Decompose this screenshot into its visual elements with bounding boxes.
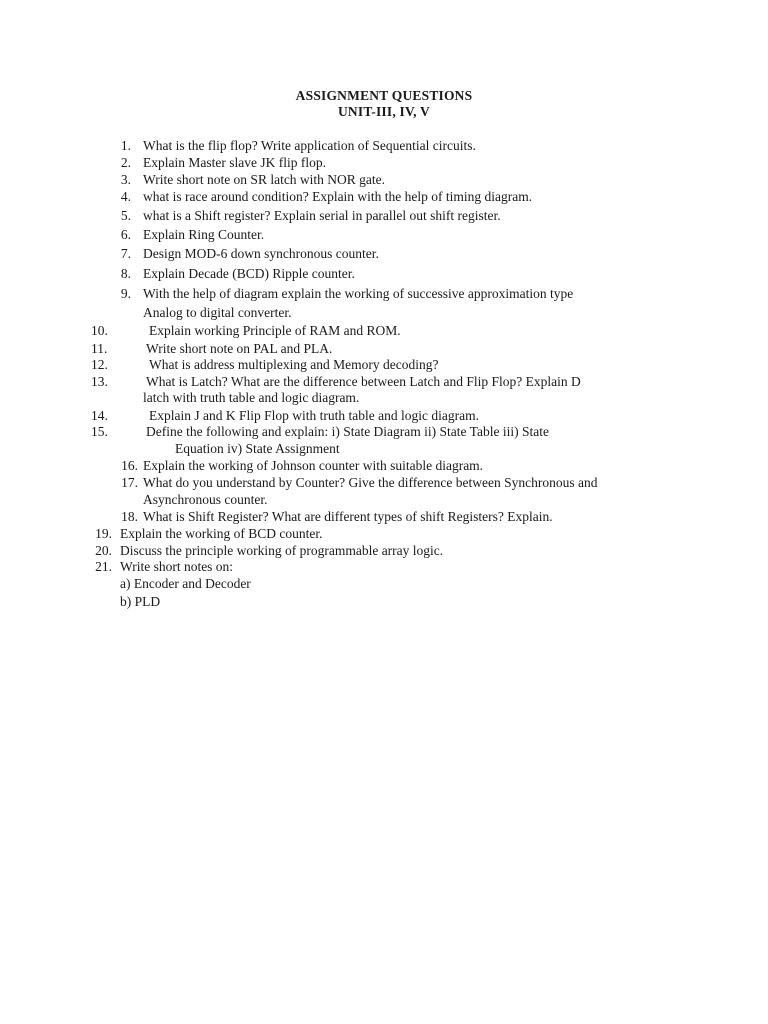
- question-text: What is Latch? What are the difference between Latch and Flip Flop? Explain D: [146, 374, 581, 389]
- question-text: Explain Ring Counter.: [143, 227, 265, 242]
- question-text-cont: Asynchronous counter.: [143, 492, 268, 507]
- question-text: Explain J and K Flip Flop with truth table and logic diagram.: [149, 408, 479, 423]
- question-text: What is the flip flop? Write application of Sequential circuits.: [143, 138, 476, 153]
- question-text: Explain working Principle of RAM and ROM.: [149, 323, 401, 338]
- question-text: Write short note on SR latch with NOR gate.: [143, 172, 386, 187]
- question-number: 15.: [91, 424, 108, 439]
- question-text: Explain the working of Johnson counter with suitable diagram.: [143, 458, 484, 473]
- question-number: 4.: [120, 189, 131, 204]
- question-text: What is Shift Register? What are different types of shift Registers? Explain.: [143, 509, 553, 524]
- question-number: 11.: [91, 341, 108, 356]
- question-number: 6.: [120, 227, 131, 242]
- question-number: 13.: [91, 374, 108, 389]
- question-text: Discuss the principle working of programmable array logic.: [120, 543, 444, 558]
- question-text: Design MOD-6 down synchronous counter.: [143, 246, 379, 261]
- question-number: 16.: [121, 458, 138, 473]
- question-text: what is a Shift register? Explain serial in parallel out shift register.: [143, 208, 501, 223]
- question-text: Explain Master slave JK flip flop.: [143, 155, 326, 170]
- question-text: With the help of diagram explain the working of successive approximation type: [143, 286, 574, 301]
- question-text: What is address multiplexing and Memory decoding?: [149, 357, 439, 372]
- question-number: 12.: [91, 357, 108, 372]
- question-number: 19.: [95, 526, 112, 541]
- question-number: 17.: [121, 475, 138, 490]
- question-text: What do you understand by Counter? Give the difference between Synchronous and: [143, 475, 598, 490]
- question-number: 7.: [120, 246, 131, 261]
- page-subtitle: UNIT-III, IV, V: [337, 104, 431, 119]
- question-text-cont: latch with truth table and logic diagram.: [143, 390, 360, 405]
- question-number: 3.: [120, 172, 131, 187]
- question-text-cont: Equation iv) State Assignment: [175, 441, 340, 456]
- question-number: 18.: [121, 509, 138, 524]
- question-text: what is race around condition? Explain with the help of timing diagram.: [143, 189, 533, 204]
- page-title: ASSIGNMENT QUESTIONS: [295, 88, 473, 103]
- question-number: 21.: [95, 559, 112, 574]
- question-text-cont: Analog to digital converter.: [143, 305, 292, 320]
- subitem-text: a) Encoder and Decoder: [120, 576, 251, 591]
- question-number: 8.: [120, 266, 131, 281]
- question-number: 10.: [91, 323, 108, 338]
- subitem-text: b) PLD: [120, 594, 161, 609]
- question-number: 9.: [120, 286, 131, 301]
- question-number: 1.: [120, 138, 131, 153]
- question-text: Explain Decade (BCD) Ripple counter.: [143, 266, 355, 281]
- question-text: Explain the working of BCD counter.: [120, 526, 323, 541]
- question-number: 2.: [120, 155, 131, 170]
- question-text: Write short notes on:: [120, 559, 234, 574]
- question-number: 20.: [95, 543, 112, 558]
- question-number: 5.: [120, 208, 131, 223]
- question-text: Write short note on PAL and PLA.: [146, 341, 333, 356]
- question-number: 14.: [91, 408, 108, 423]
- question-text: Define the following and explain: i) State Diagram ii) State Table iii) State: [146, 424, 549, 439]
